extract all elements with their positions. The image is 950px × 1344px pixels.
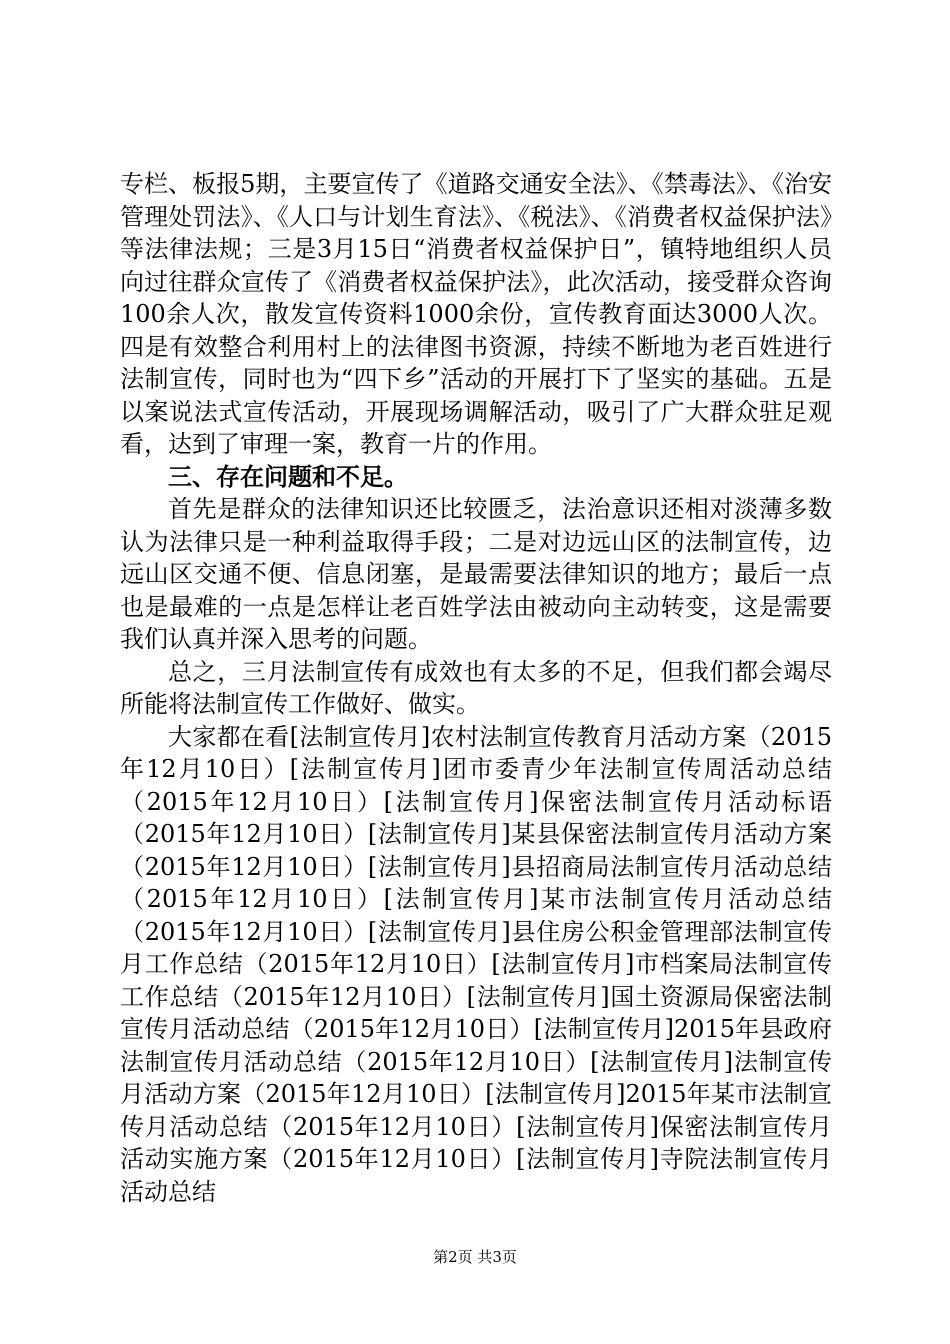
paragraph-problems: 首先是群众的法律知识还比较匮乏，法治意识还相对淡薄多数认为法律只是一种利益取得手段；二是对边远山区的法制宣传，边远山区交通不便、信息闭塞，是最需要法律知识的地方；最后一点也是最难的一点是怎样让老百姓学法由被动向主动转变，这是需要我们认真并深入思考的问题。 — [120, 495, 832, 653]
page-footer: 第2页 共3页 — [433, 1248, 517, 1266]
paragraph-related-articles: 大家都在看[法制宣传月]农村法制宣传教育月活动方案（2015年12月10日）[法制宣传月]团市委青少年法制宣传周活动总结（2015年12月10日）[法制宣传月]保密法制宣传月活动标语（2015年12月10日）[法制宣传月]某县保密法制宣传月活动方案（2015年12月10日）[法制宣传月]县招商局法制宣传月活动总结（2015年12月10日）[法制宣传月]某市法制宣传月活动总结（2015年12月10日）[法制宣传月]县住房公积金管理部法制宣传月工作总结（2015年12月10日）[法制宣传月]市档案局法制宣传工作总结（2015年12月10日）[法制宣传月]国土资源局保密法制宣传月活动总结（2015年12月10日）[法制宣传月]2015年县政府法制宣传月活动总结（2015年12月10日）[法制宣传月]法制宣传月活动方案（2015年12月10日）[法制宣传月]2015年某市法制宣传月活动总结（2015年12月10日）[法制宣传月]保密法制宣传月活动实施方案（2015年12月10日）[法制宣传月]寺院法制宣传月活动总结 — [120, 722, 832, 1206]
document-body — [120, 168, 832, 1208]
section-heading-problems: 三、存在问题和不足。 — [168, 462, 408, 491]
paragraph-continuation: 专栏、板报5期，主要宣传了《道路交通安全法》、《禁毒法》、《治安管理处罚法》、《人口与计划生育法》、《税法》、《消费者权益保护法》等法律法规；三是3月15日“消费者权益保护日”，镇特地组织人员向过往群众宣传了《消费者权益保护法》，此次活动，接受群众咨询100余人次，散发宣传资料1000余份，宣传教育面达3000人次。四是有效整合利用村上的法律图书资源，持续不断地为老百姓进行法制宣传，同时也为“四下乡”活动的开展打下了坚实的基础。五是以案说法式宣传活动，开展现场调解活动，吸引了广大群众驻足观看，达到了审理一案，教育一片的作用。 — [120, 170, 832, 458]
paragraph-summary: 总之，三月法制宣传有成效也有太多的不足，但我们都会竭尽所能将法制宣传工作做好、做实。 — [120, 657, 832, 718]
